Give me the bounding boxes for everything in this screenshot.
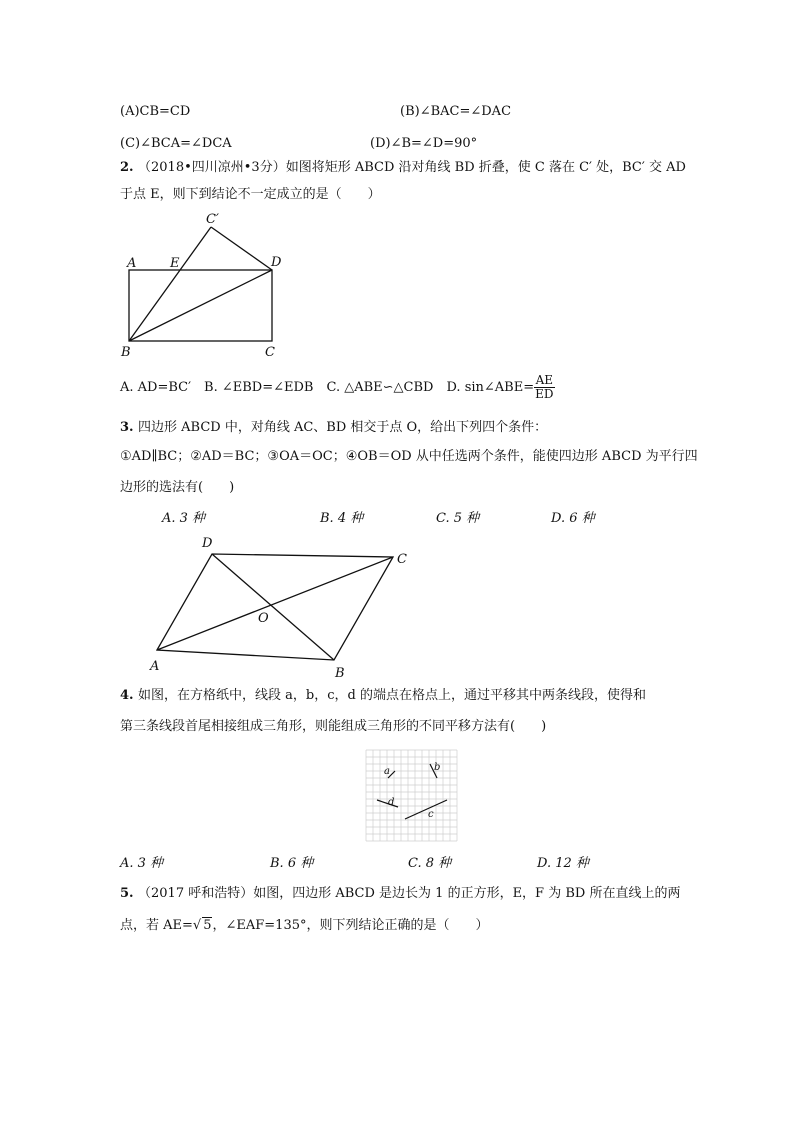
q3-option-a: A. 3 种: [162, 511, 206, 526]
q4-option-a: A. 3 种: [120, 856, 164, 871]
q2-options-text: A. AD=BC′ B. ∠EBD=∠EDB C. △ABE∽△CBD D. sin∠ABE=: [120, 380, 535, 395]
q3-label-o: O: [258, 611, 269, 626]
q4-line2: 第三条线段首尾相接组成三角形，则能组成三角形的不同平移方法有( ): [120, 719, 547, 734]
q3-option-c: C. 5 种: [436, 511, 480, 526]
q3-option-b: B. 4 种: [320, 511, 364, 526]
q2-label-c-prime: C′: [206, 212, 219, 227]
q1-option-c: (C)∠BCA=∠DCA: [120, 136, 232, 151]
q3-line1: 四边形 ABCD 中，对角线 AC、BD 相交于点 O，给出下列四个条件：: [138, 420, 548, 435]
q2-fraction-numerator: AE: [535, 373, 554, 387]
q5-line1: （2017 呼和浩特）如图，四边形 ABCD 是边长为 1 的正方形，E，F 为 BD 所在直线上的两: [138, 886, 681, 901]
q2-label-d: D: [271, 255, 282, 270]
q5-sqrt-value: 5: [203, 918, 212, 933]
q4-number: 4.: [120, 688, 134, 703]
q2-label-b: B: [121, 345, 131, 360]
q3-label-d: D: [202, 536, 213, 551]
q4-label-c: c: [428, 809, 434, 820]
q2-label-a: A: [127, 256, 137, 271]
q4-label-b: b: [434, 762, 441, 773]
q4-grid: [366, 750, 457, 841]
q3-label-c: C: [397, 552, 407, 567]
q1-option-a: (A)CB=CD: [120, 104, 191, 119]
q5-line2: [120, 917, 488, 934]
q4-option-b: B. 6 种: [270, 856, 314, 871]
q4-label-a: a: [384, 766, 390, 777]
q4-option-d: D. 12 种: [537, 856, 589, 871]
q4-line1: 如图，在方格纸中，线段 a，b，c，d 的端点在格点上，通过平移其中两条线段，使得和: [138, 688, 646, 703]
q1-option-b: (B)∠BAC=∠DAC: [400, 104, 512, 119]
q3-option-d: D. 6 种: [551, 511, 595, 526]
q2-label-e: E: [170, 256, 180, 271]
q5-number: 5.: [120, 886, 134, 901]
q3-number: 3.: [120, 420, 134, 435]
q3-label-b: B: [335, 666, 345, 681]
q3-line3: 边形的选法有( ): [120, 480, 235, 495]
sqrt-icon: √: [192, 918, 202, 933]
q4-label-d: d: [388, 797, 395, 808]
q3-line2: ①AD∥BC；②AD＝BC；③OA＝OC；④OB＝OD 从中任选两个条件，能使四边形 ABCD 为平行四: [120, 449, 698, 464]
q3-label-a: A: [150, 659, 160, 674]
q2-number: 2.: [120, 160, 134, 175]
q5-line2-end: ，∠EAF=135°，则下列结论正确的是（ ）: [212, 918, 489, 933]
q4-option-c: C. 8 种: [408, 856, 452, 871]
q2-line1: （2018•四川凉州•3分）如图将矩形 ABCD 沿对角线 BD 折叠，使 C 落在 C′ 处，BC′ 交 AD: [138, 160, 686, 175]
q5-line2-start: 点，若 AE=: [120, 918, 193, 933]
q2-fraction-denominator: ED: [535, 387, 554, 401]
q4-segment-c: [405, 800, 447, 819]
q2-line2: 于点 E，则下到结论不一定成立的是（ ）: [120, 187, 381, 202]
q1-option-d: (D)∠B=∠D=90°: [370, 136, 478, 151]
q2-label-c: C: [265, 345, 275, 360]
